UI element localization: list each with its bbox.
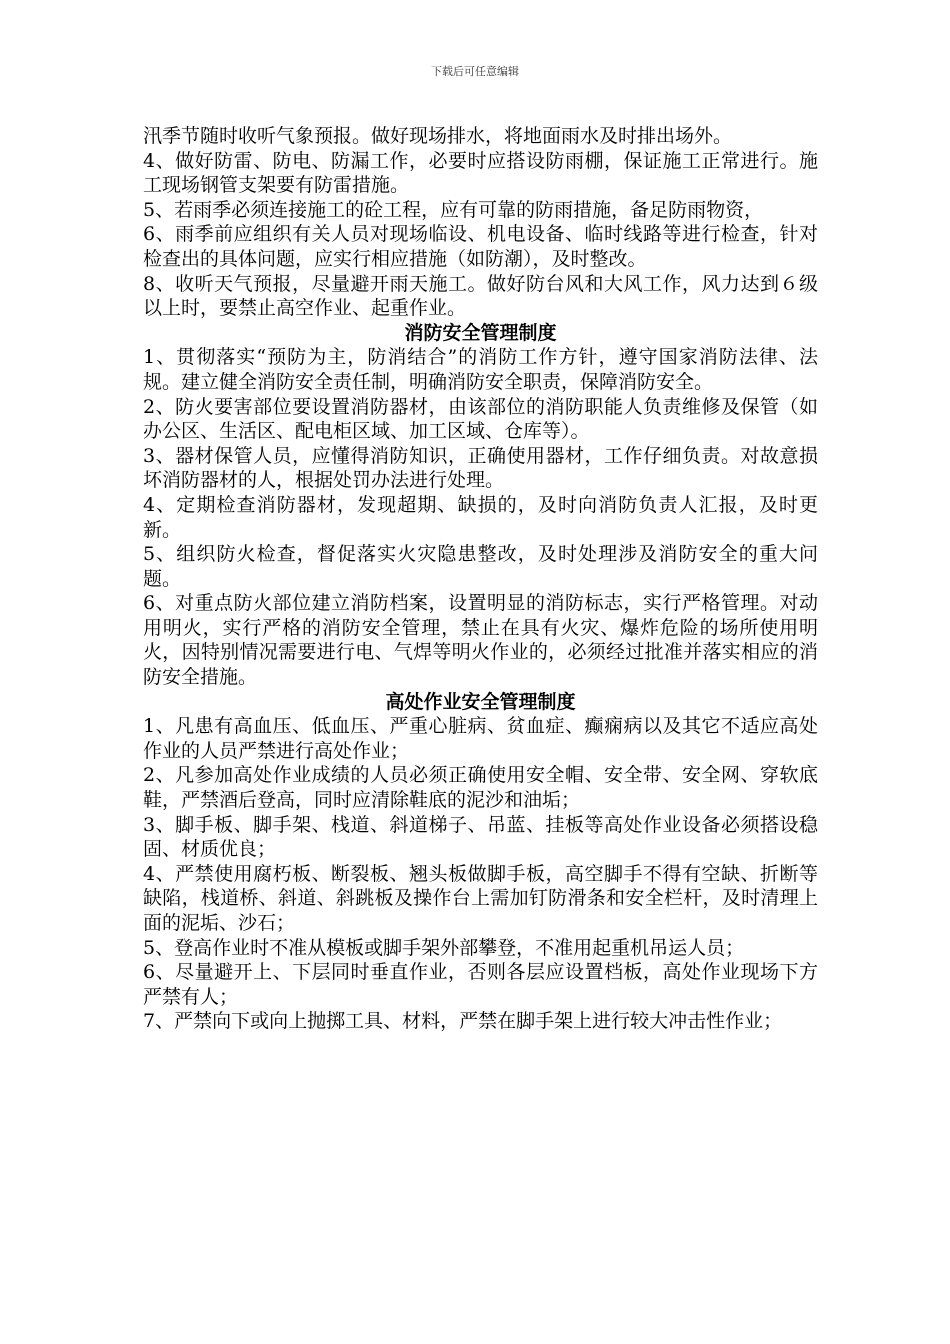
paragraph-height-item-4: 4、严禁使用腐朽板、断裂板、翘头板做脚手板，高空脚手不得有空缺、折断等缺陷，栈道桥、斜道、斜跳板及操作台上需加钉防滑条和安全栏杆，及时清理上面的泥垢、沙石； (143, 862, 818, 934)
paragraph-rainy-season-item-5: 5、若雨季必须连接施工的砼工程，应有可靠的防雨措施，备足防雨物资， (143, 198, 764, 221)
page-header: 下载后可任意编辑 (431, 65, 519, 78)
paragraph-height-item-1: 1、凡患有高血压、低血压、严重心脏病、贫血症、癫痫病以及其它不适应高处作业的人员严禁进行高处作业； (143, 715, 818, 762)
paragraph-fire-item-4: 4、定期检查消防器材，发现超期、缺损的，及时向消防负责人汇报，及时更新。 (143, 493, 818, 541)
paragraph-fire-item-5: 5、组织防火检查，督促落实火灾隐患整改，及时处理涉及消防安全的重大问题。 (143, 543, 818, 590)
paragraph-fire-item-3: 3、器材保管人员，应懂得消防知识，正确使用器材，工作仔细负责。对故意损坏消防器材的人，根据处罚办法进行处理。 (143, 444, 818, 492)
paragraph-rainy-season-drainage: 汛季节随时收听气象预报。做好现场排水，将地面雨水及时排出场外。 (143, 125, 733, 147)
paragraph-rainy-season-item-6: 6、雨季前应组织有关人员对现场临设、机电设备、临时线路等进行检查，针对检查出的具体问题，应实行相应措施（如防潮），及时整改。 (143, 223, 818, 270)
paragraph-rainy-season-item-4: 4、做好防雷、防电、防漏工作，必要时应搭设防雨棚，保证施工正常进行。施工现场钢管支架要有防雷措施。 (143, 149, 818, 197)
paragraph-fire-item-2: 2、防火要害部位要设置消防器材，由该部位的消防职能人负责维修及保管（如办公区、生活区、配电柜区域、加工区域、仓库等）。 (143, 395, 818, 443)
paragraph-fire-item-1: 1、贯彻落实“预防为主，防消结合”的消防工作方针，遵守国家消防法律、法规。建立健全消防安全责任制，明确消防安全职责，保障消防安全。 (143, 346, 818, 393)
heading-fire-safety: 消防安全管理制度 (404, 321, 557, 344)
paragraph-height-item-5: 5、登高作业时不准从模板或脚手架外部攀登，不准用起重机吊运人员； (143, 936, 745, 959)
paragraph-height-item-6: 6、尽量避开上、下层同时垂直作业，否则各层应设置档板，高处作业现场下方严禁有人； (143, 961, 818, 1008)
heading-height-work-safety: 高处作业安全管理制度 (385, 690, 576, 713)
paragraph-fire-item-6: 6、对重点防火部位建立消防档案，设置明显的消防标志，实行严格管理。对动用明火，实行严格的消防安全管理，禁止在具有火灾、爆炸危险的场所使用明火，因特别情况需要进行电、气焊等明火作业的，必须经过批准并落实相应的消防安全措施。 (143, 592, 818, 689)
paragraph-rainy-season-item-8: 8、收听天气预报，尽量避开雨天施工。做好防台风和大风工作，风力达到６级以上时，要禁止高空作业、起重作业。 (143, 272, 818, 320)
paragraph-height-item-2: 2、凡参加高处作业成绩的人员必须正确使用安全帽、安全带、安全网、穿软底鞋，严禁酒后登高，同时应清除鞋底的泥沙和油垢； (143, 764, 818, 812)
document-body (143, 124, 818, 1034)
paragraph-height-item-7: 7、严禁向下或向上抛掷工具、材料，严禁在脚手架上进行较大冲击性作业； (143, 1010, 783, 1033)
paragraph-height-item-3: 3、脚手板、脚手架、栈道、斜道梯子、吊蓝、挂板等高处作业设备必须搭设稳固、材质优良； (143, 813, 818, 861)
